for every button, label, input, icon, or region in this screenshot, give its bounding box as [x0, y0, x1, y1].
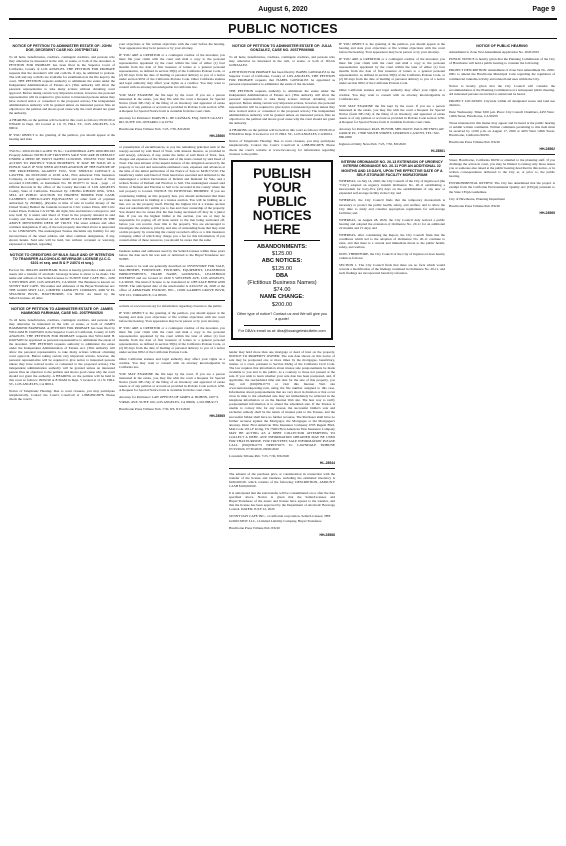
notice-paragraph: THE PETITION requests authority to administer the estate under the Independent Administration of Estates Act. (This authority will allow the personal representative to take many actions without obtaining court approval. Before taking certain very important actions, however, the personal representative will be required to give notice to interested persons unless they have waived notice or consented to the proposed action.) The independent administration authority will be granted unless an interested person files an objection to the petition and shows good cause why the court should not grant the authority. — [229, 88, 335, 126]
page-header — [9, 3, 557, 17]
notice-paragraph: PROJECT DESCRIPTION: Amendment of Zone Text Amendment No. 2020-0001 to amend the Hawthorne Municipal Code regarding the regulation of commercial cannabis activity and related land uses within the City. — [449, 68, 555, 81]
publication-run: Inglewood Daily News Pub. 7/23, 7/30, 8/6/2020 — [339, 141, 406, 146]
notice-divider — [9, 145, 115, 146]
ad-divider — [244, 325, 320, 326]
notice-paragraph: PROJECT LOCATION: Citywide within all designated zones and land use districts. — [449, 98, 555, 107]
notice-paragraph: IF YOU ARE A CREDITOR or a contingent creditor of the decedent, you must file your claim with the court and mail a copy to the personal representative appointed by the court within the later of either (1) four months from the date of first issuance of letters to a general personal representative, as defined in section 58(b) of the California Probate Code, or (2) 60 days from the date of mailing or personal delivery to you of a notice under section 9052 of the California Probate Code. Other California statutes and legal authority may affect your rights as a creditor. You may want to consult with an attorney knowledgeable in California law. — [119, 53, 225, 90]
notice-paragraph: YOU MAY EXAMINE the file kept by the court. If you are a person interested in the estate, you may file with the court a Request for Special Notice (form DE-154) of the filing of an inventory and appraisal of estate assets or of any petition or account as provided in Probate Code section 1250. A Request for Special Notice form is available from the court clerk. — [119, 92, 225, 113]
notice-paragraph: IF YOU OBJECT to the granting of the petition, you should appear at the hearing and state your objections or file written objections with the court before the hearing. Your appearance may be in person or by your attorney. — [119, 310, 225, 323]
column-3-bottom — [229, 346, 335, 537]
notice-title: NOTICE TO CREDITORS OF BULK SALE AND OF INTENTION TO TRANSFER ALCOHOLIC BEVERAGE LICENSE (U.C.C. 6101 et seq. and B & P 24074 et seq.) — [9, 252, 115, 266]
notice-title: INTERIM ORDINANCE NO. 20-13 EXTENSION OF URGENCY INTERIM ORDINANCE NO. 20-11 FOR AN ADDITIONAL 22 MONTHS AND 15 DAYS, UPON THE EFFECTIVE DATE OF A SELF-STORAGE FACILITY MORATORIUM — [341, 160, 443, 177]
notice-number: HI-28561 — [431, 149, 445, 154]
notice-paragraph: Those interested in this matter may appear and be heard at the public hearing or submit written comments. Written comments pertaining to this item must be received by 12:00 p.m. on August 17, 2020 at 4455 West 126th Street, Hawthorne, California 90250. — [449, 120, 555, 138]
notice-paragraph: Street, Hawthorne, California 90250 or emailed to the planning staff. If you challenge the action in court, you may be limited to raising only those issues you or someone else raised at the public hearing described in this notice, or in written correspondence delivered to the City at, or prior to, the public hearing. — [449, 158, 555, 179]
notice-number: HH-28565 — [209, 413, 225, 418]
notice-number: HH-28568 — [319, 532, 335, 537]
column-3-top — [229, 44, 335, 156]
advertisement-box — [231, 160, 333, 340]
notice-divider — [449, 154, 555, 155]
notice-number: HL-28544 — [319, 461, 335, 465]
notice-paragraph: A PETITION FOR PROBATE has been filed by ISABEL GONZALEZ in the Superior Court of California, County of LOS ANGELES. THE PETITION FOR PROBATE requests that ISABEL GONZALEZ be appointed as personal representative to administer the estate of the decedent. — [229, 69, 335, 86]
notice-divider — [229, 346, 335, 347]
publication-run: Hawthorne Press Tribune Pub. 8/6/20 — [229, 525, 280, 530]
notice-paragraph: IF YOU ARE A CREDITOR or a contingent creditor of the decedent, you must file your claim with the court and mail a copy to the personal representative appointed by the court within the later of either (1) four months from the date of first issuance of letters to a general personal representative, as defined in section 58(b) of the California Probate Code, or (2) 60 days from the date of mailing or personal delivery to you of a notice under section 9052 of the California Probate Code. — [339, 57, 445, 86]
ad-divider — [244, 240, 320, 241]
ad-item-label: DBA — [275, 272, 289, 279]
notice-number: HH-28562 — [539, 147, 555, 152]
notice-paragraph: IF YOU OBJECT to the granting of the petition, you should appear at the hearing and state your objections or file written objections with the court before the hearing. Your appearance may be in person or by your attorney. — [339, 42, 445, 55]
notice-paragraph: your objections or file written objections with the court before the hearing. Your appearance may be in person or by your attorney. — [119, 42, 225, 51]
notice-columns — [9, 42, 557, 840]
ad-item-price: $200.00 — [271, 302, 293, 308]
notice-paragraph: PUBLIC NOTICE is hereby given that the Planning Commission of the City of Hawthorne will hold a public hearing to consider the following: — [449, 57, 555, 66]
notice-paragraph: To all heirs, beneficiaries, creditors, contingent creditors, and persons who may otherwise be interested in the will, or estate, or both of JULIA GONZALEZ. — [229, 54, 335, 67]
notice-signature: Attorney for Petitioner: PAUL HUYNH, SBN 262237, PAUL HUYNH LAW GROUP, PC, 17800 SOUTH STREET, CERRITOS CA 90703, TEL: 562-860-0000 — [339, 126, 444, 139]
notice-paragraph: The assets to be sold are generally described as: INVENTORY FOR SALE, MACHINERY, FURNITURE, FIXTURES, EQUIPMENT, LEASEHOLD IMPROVEMENTS, TRADE NAME, GOODWILL, LEASEHOLD INTEREST and are located at: 2430 S WESTERN AVE, LOS ANGELES, CA 90018. The kind of license to be transferred is: OFF-SALE BEER AND WINE. The anticipated date of the sale/transfer is AUGUST 24, 2020 at the office of ARMCHAIR ESCROW, INC., 12900 GARDEN GROVE BLVD, STE 101, TORRANCE, CA 90505. — [119, 264, 225, 297]
ad-item-label: ABANDONMENTS: — [256, 243, 308, 250]
publication-run: Lawndale Tribune Pub. 7/23, 7/30, 8/6/2020 — [229, 453, 290, 458]
notice-paragraph: WHEREAS, on August 28, 2020, the City Council duly noticed a public hearing and adopted the extension of Ordinance No. 20-11 for an additional 22 months and 15 days; and — [339, 217, 445, 230]
notice-paragraph: business names and addresses used by the Seller/Licensee within three years before the date such list was sent or delivered to the Buyer/Transferee are: NONE. — [119, 249, 225, 262]
notice-paragraph: Other California statutes and legal authority may affect your rights as a creditor. You may want to consult with an attorney knowledgeable in California law. — [339, 88, 445, 101]
publication-run: Hawthorne Press Tribune: Pub. 7/30, 8/6, 8/13/2020 — [119, 406, 190, 411]
notice-paragraph: NOW, THEREFORE, the City Council of the City of Inglewood does hereby ordain as follows: — [339, 251, 445, 261]
notice-paragraph: It is anticipated that the sale/transfer will be consummated on or after the date specified above. Notice is given that the Seller/Licensee and Buyer/Transferee of the assets and license have agreed to the transfer, and that the license has been approved by the Department of Alcoholic Beverage Control. DATED: JULY 22, 2020 — [229, 491, 335, 512]
column-2 — [119, 42, 225, 840]
column-4 — [339, 42, 445, 840]
publication-run: Hawthorne Press Tribune Pub. 8/6/20 — [449, 140, 500, 145]
section-title: PUBLIC NOTICES — [228, 22, 338, 36]
ad-item-price: $125.00 — [271, 265, 293, 272]
notice-paragraph: YOU MAY EXAMINE the file kept by the court. If you are a person interested in the estate, you may file with the court a Request for Special Notice (form DE-154) of the filing of an inventory and appraisal of estate assets or of any petition or account as provided in Probate Code section 1250. A Request for Special Notice form is available from the court clerk. — [119, 372, 225, 393]
notice-paragraph: The amount of the purchase price or consideration in connection with the transfer of the license and business, including the estimated inventory is $160,000.00, which consists of the following: DESCRIPTION, AMOUNT: CASH $160,000.00. — [229, 472, 335, 489]
ad-item-label: ABC NOTICES: — [261, 258, 303, 265]
notice-paragraph: WHEREAS, on July 14, 2020, the City Council of the City of Inglewood (the "City") adopted an urgency interim Ordinance No. 20-11 establishing a moratorium for forty-five (45) days on the establishment of any new or expanded self-storage facility in the City; and — [339, 179, 445, 196]
notice-signature: Attorney for Petitioner: LAW OFFICES OF JAMES A. BOHNN, 1007 S. VIRGIL AVE, SUITE 100, LOS ANGELES, CA 90006, 1-310-888-9171 — [119, 395, 220, 404]
notice-divider — [229, 468, 335, 469]
notice-divider — [9, 249, 115, 250]
notice-title: NOTICE OF PETITION TO ADMINISTER ESTATE OF: JOHN DOE, DECEDENT CASE NO. 20STPB07181 — [12, 44, 112, 53]
ad-item-price: $125.00 — [271, 251, 293, 258]
column-3 — [229, 42, 335, 840]
notice-paragraph: A HEARING on the petition will be held in this court as follows: 09/03/20 at 8:30AM in Dept. 9 located at 111 N. HILL ST., LOS ANGELES, CA 90012. — [229, 128, 335, 137]
issue-date: August 6, 2020 — [258, 6, 308, 13]
notice-paragraph: Notice of Telephonic Hearing: Due to court closures, you may participate telephonically. Contact the Court's CourtCall at 1-888-882-6878. Please check the court's website at www.lacourt.org for information regarding closures to the public. — [229, 139, 335, 156]
notice-paragraph: lender may hold more than one mortgage or deed of trust on the property. NOTICE TO PROPERTY OWNER: The sale date shown on this notice of sale may be postponed one or more times by the mortgagee, beneficiary, trustee, or a court, pursuant to Section 2924g of the California Civil Code. The law requires that information about trustee sale postponements be made available to you and to the public, as a courtesy to those not present at the sale. If you wish to learn whether your sale date has been postponed, and, if applicable, the rescheduled time and date for the sale of this property, you may call (916)939-0772 or visit this Internet Web site www.nationwideposting.com, using the file number assigned to this case. Information about postponements that are very short in duration or that occur close in time to the scheduled sale may not immediately be reflected in the telephone information or on the Internet Web site. The best way to verify postponement information is to attend the scheduled sale. If the Trustee is unable to convey title for any reason, the successful bidder's sole and exclusive remedy shall be the return of monies paid to the Trustee, and the successful bidder shall have no further recourse. The Purchaser shall have no further recourse against the Mortgagor, the Mortgagee or the Mortgagee's attorney. Date: First American Title Insurance Company 4795 Regent Blvd, Mail Code 1011-F Irving, TX 75063 First American Title Insurance Company MAY BE ACTING AS A DEBT COLLECTOR ATTEMPTING TO COLLECT A DEBT. ANY INFORMATION OBTAINED MAY BE USED FOR THAT PURPOSE. FOR TRUSTEES SALE INFORMATION PLEASE CALL (916)939-0772 NPP0370273 To: LAWNDALE TRIBUNE 07/23/2020, 07/30/2020, 08/06/2020 — [229, 349, 335, 451]
notice-paragraph: Notice is hereby given that the City Council will consider the recommendation of the Planning Commission at a subsequent public meeting. All interested persons are invited to attend and be heard. — [449, 83, 555, 96]
notice-signature: SUNNY DAY CAFE INC., a California corporation, Seller/Licensee; THE GOOD SPOT LLC, a Limited Liability Company, Buyer/Transferee — [229, 514, 331, 523]
notice-title: NOTICE OF PETITION TO ADMINISTER ESTATE OF: JAMES HAMMOND FARNHAM, CASE NO. 20STPB06520 — [11, 306, 113, 316]
notice-paragraph: ENVIRONMENTAL REVIEW: The City has determined that the project is exempt from the California Environmental Quality Act (CEQA) pursuant to the State CEQA Guidelines. — [449, 181, 555, 194]
notice-paragraph: IF YOU ARE A CREDITOR or a contingent creditor of the decedent, you must file your claim with the court and mail a copy to the personal representative appointed by the court within the later of either (1) four months from the date of first issuance of letters to a general personal representative, as defined in section 58(b) of the California Probate Code, or (2) 60 days from the date of mailing or personal delivery to you of a notice under section 9052 of the California Probate Code. — [119, 325, 225, 355]
notice-title: NOTICE OF PETITION TO ADMINISTER ESTATE OF: JULIA GONZALEZ, CASE NO. 20STPB06988 — [232, 44, 332, 53]
notice-paragraph: WHEREAS, the City Council finds that the temporary moratorium is necessary to protect the public health, safety, and welfare, and to allow the City time to study and consider appropriate regulations for self-storage facilities; and — [339, 198, 445, 215]
notice-paragraph: or presumption of encumbrances, to pay the remaining principal sum of the note(s) secured by said Deed of Trust, with interest thereon, as provided in said note(s), advances, if any, under the terms of said Deed of Trust, fees, charges and expenses of the Trustee and of the trusts created by said Deed of Trust. The total amount of the unpaid balance of the obligation secured by the property to be sold and reasonable estimated costs, expenses and advances at the time of the initial publication of the Notice of Sale is: $438,772.50. The beneficiary under said Deed of Trust heretofore executed and delivered to the undersigned a written Declaration of Default and Demand for Sale, and a written Notice of Default and Election to Sell. The undersigned caused said Notice of Default and Election to Sell to be recorded in the county where the real property is located. NOTICE TO POTENTIAL BIDDERS: If you are considering bidding on this property lien, you should understand that there are risks involved in bidding at a trustee auction. You will be bidding on a lien, not on the property itself. Placing the highest bid at a trustee auction does not automatically entitle you to free and clear ownership of the property. You should also be aware that the lien being auctioned off may be a junior lien. If you are the highest bidder at the auction, you are or may be responsible for paying off all liens senior to the lien being auctioned off, before you can receive clear title to the property. You are encouraged to investigate the existence, priority, and size of outstanding liens that may exist on this property by contacting the county recorder's office or a title insurance company, either of which may charge you a fee for this information. If you consult either of these resources, you should be aware that the same — [119, 144, 225, 243]
column-1 — [9, 42, 115, 840]
ad-headline-line: PUBLIC — [257, 193, 307, 209]
ad-item-price: $74.00 — [273, 287, 291, 294]
notice-paragraph: WHEREAS, after considering the Report, the City Council finds that the conditions which led to the adoption of Ordinance No. 20-11 continue to exist, and that there is a current and immediate threat to the public health, safety, and welfare. — [339, 232, 445, 249]
notice-signature: City of Hawthorne, Planning Department — [449, 196, 506, 201]
ad-item-note: (Fictitious Business Names) — [247, 280, 317, 287]
notice-divider — [339, 156, 445, 157]
notice-paragraph: website at www.lacourt.org for information regarding closures to the public. — [119, 303, 223, 308]
section-banner — [9, 18, 557, 39]
notice-paragraph: A HEARING on the petition will be held in this court as follows: 09/10/20 at 8:30AM in Dept. 2D located at 111 N. HILL ST., LOS ANGELES, CA 90012. — [9, 118, 115, 131]
notice-divider — [119, 245, 225, 246]
notice-number: HH-28569 — [539, 210, 555, 215]
ad-quote-note: Other type of notice? Contact us and We will give you a quote! — [236, 312, 328, 321]
notice-paragraph: Amendment to Zone Text Amendment Application No. 2020-0001 — [449, 50, 540, 55]
notice-paragraph: Escrow No. 0064-IW ARMCHAIR. Notice is hereby given that a bulk sale of assets and a transfer of alcoholic beverage license is about to be made. The name and address of the Seller/Licensee is: SUNNY DAY CAFE INC., 2430 S WESTERN AVE, LOS ANGELES, CA 90018. The Business is known as: SUNNY DAY CAFE. The names and addresses of the Buyer/Transferee are: THE GOOD SPOT LLC, LIMITED LIABILITY COMPANY, 4469 W EL SEGUNDO BLVD., HAWTHORNE, CA 90250. As listed by the Seller/Licensee, all other — [9, 267, 115, 300]
notice-divider — [119, 300, 225, 301]
column-5 — [449, 42, 555, 840]
notice-number: HH-28560 — [209, 133, 225, 138]
notice-paragraph: SECTION 1. The City Council finds that there are no facts which would warrant a modification of the findings contained in Ordinance No. 20-11, and such findings are incorporated herein by reference. — [339, 263, 445, 276]
ad-headline-line: PUBLISH — [253, 165, 311, 181]
publication-run: Hawthorne Press Tribune: Pub. 7/23, 7/30, 8/6/2020 — [119, 126, 190, 131]
ad-headline-line: HERE — [263, 221, 301, 237]
ad-contact-email[interactable]: For DBA's email us at: dba@losangelesbulletin.com — [238, 329, 326, 334]
ad-headline-line: YOUR — [262, 179, 302, 195]
publication-run: Hawthorne Press Tribune Pub. 8/6/20 — [449, 203, 500, 208]
ad-headline-line: NOTICES — [252, 207, 312, 223]
notice-title: NOTICE OF PUBLIC HEARING — [476, 44, 528, 48]
notice-paragraph: TS# No.: 2001145162-CA-MSI TS No.: CA2000286441 APN: 4069-006-043 Property Address: NOTICE OF TRUSTEE'S SALE YOU ARE IN DEFAULT UNDER A DEED OF TRUST DATED 12/29/2005. UNLESS YOU TAKE ACTION TO PROTECT YOUR PROPERTY, IT MAY BE SOLD AT A PUBLIC SALE. IF YOU NEED AN EXPLANATION OF THE NATURE OF THE PROCEEDING AGAINST YOU, YOU SHOULD CONTACT A LAWYER. On 09/03/2020 at 10:00 A.M., First American Title Insurance Company, as duly appointed Trustee under and pursuant to Deed of Trust recorded 01/03/2006, as Instrument No. 06 0010771 in book , page , of Official Records in the office of the County Recorder of LOS ANGELES County, State of California. Executed by: CHONG KHOON ONG, WILL SELL AT PUBLIC AUCTION TO HIGHEST BIDDER FOR CASH, CASHIER'S CHECK/CASH EQUIVALENT or other form of payment authorized by 2924h(b), (Payable at time of sale in lawful money of the United States) Behind the fountain located in Civic Center Plaza, 400 Civic Center Plaza, Pomona CA 91766. All right, title and interest conveyed to and now held by it under said Deed of Trust in the property situated in said County and State described as: AS MORE FULLY DESCRIBED IN THE ABOVE MENTIONED DEED OF TRUST. The street address and other common designation, if any, of the real property described above is purported to be: UNKNOWN. The undersigned Trustee disclaims any liability for any incorrectness of the street address and other common designation, if any, shown herein. Said sale will be held, but without covenant or warranty, expressed or implied, regarding — [9, 148, 115, 246]
notice-paragraph: To all heirs, beneficiaries, creditors, contingent creditors, and persons who may otherwise be interested in the will, or estate, or both of JAMES HAMMOND FARNHAM. A PETITION FOR PROBATE has been filed by WILLIAM H. DAWSON in the Superior Court of California, County of LOS ANGELES. THE PETITION FOR PROBATE requests that WILLIAM H. DAWSON be appointed as personal representative to administer the estate of the decedent. THE PETITION requests authority to administer the estate under the Independent Administration of Estates Act. (This authority will allow the personal representative to take many actions without obtaining court approval. Before taking certain very important actions, however, the personal representative will be required to give notice to interested persons unless they have waived notice or consented to the proposed action.) The independent administration authority will be granted unless an interested person files an objection to the petition and shows good cause why the court should not grant the authority. A HEARING on the petition will be held in this court as follows: 09/02/20 at 8:30AM in Dept. 5 located at 111 N. HILL ST., LOS ANGELES, CA 90012. — [9, 317, 115, 387]
notice-paragraph: YOU MAY EXAMINE the file kept by the court. If you are a person interested in the estate, you may file with the court a Request for Special Notice (form DE-154) of the filing of an inventory and appraisal of estate assets or of any petition or account as provided in Probate Code section 1250. A Request for Special Notice form is available from the court clerk. — [339, 103, 445, 124]
notice-signature: Date: Wednesday. Time: 6:00 p.m. Place: City Council Chambers, 4455 West 126th Street, Hawthorne, CA 90250 — [449, 109, 554, 118]
notice-paragraph: IF YOU OBJECT to the granting of the petition, you should appear at the hearing and state — [9, 133, 115, 142]
notice-signature: Attorney for Petitioner: MARVIN L. DE GUZMAN, ESQ. 3200 E GUASTI RD, SUITE 100, ONTARIO, CA 91761 — [119, 115, 223, 124]
notice-paragraph: To all heirs, beneficiaries, creditors, contingent creditors, and persons who may otherwise be interested in the will, or estate, or both of the decedent. A PETITION FOR PROBATE has been filed in the Superior Court of California, County of LOS ANGELES. THE PETITION FOR PROBATE requests that the decedent's will and codicils, if any, be admitted to probate. The will and any codicils are available for examination in the file kept by the court. THE PETITION requests authority to administer the estate under the Independent Administration of Estates Act. (This authority will allow the personal representative to take many actions without obtaining court approval. Before taking certain very important actions, however, the personal representative will be required to give notice to interested persons unless they have waived notice or consented to the proposed action.) The independent administration authority will be granted unless an interested person files an objection to the petition and shows good cause why the court should not grant the authority. — [9, 54, 115, 116]
notice-paragraph: Notice of Telephonic Hearing: Due to court closures, you may participate telephonically. Contact the Court's CourtCall at 1-888-882-6878. Please check the court's — [9, 389, 115, 402]
notice-divider — [9, 303, 115, 304]
ad-item-label: NAME CHANGE: — [259, 294, 305, 301]
notice-paragraph: Other California statutes and legal authority may affect your rights as a creditor. You may want to consult with an attorney knowledgeable in California law. — [119, 357, 225, 370]
page-number: Page 9 — [532, 6, 555, 13]
notice-divider — [119, 141, 225, 142]
